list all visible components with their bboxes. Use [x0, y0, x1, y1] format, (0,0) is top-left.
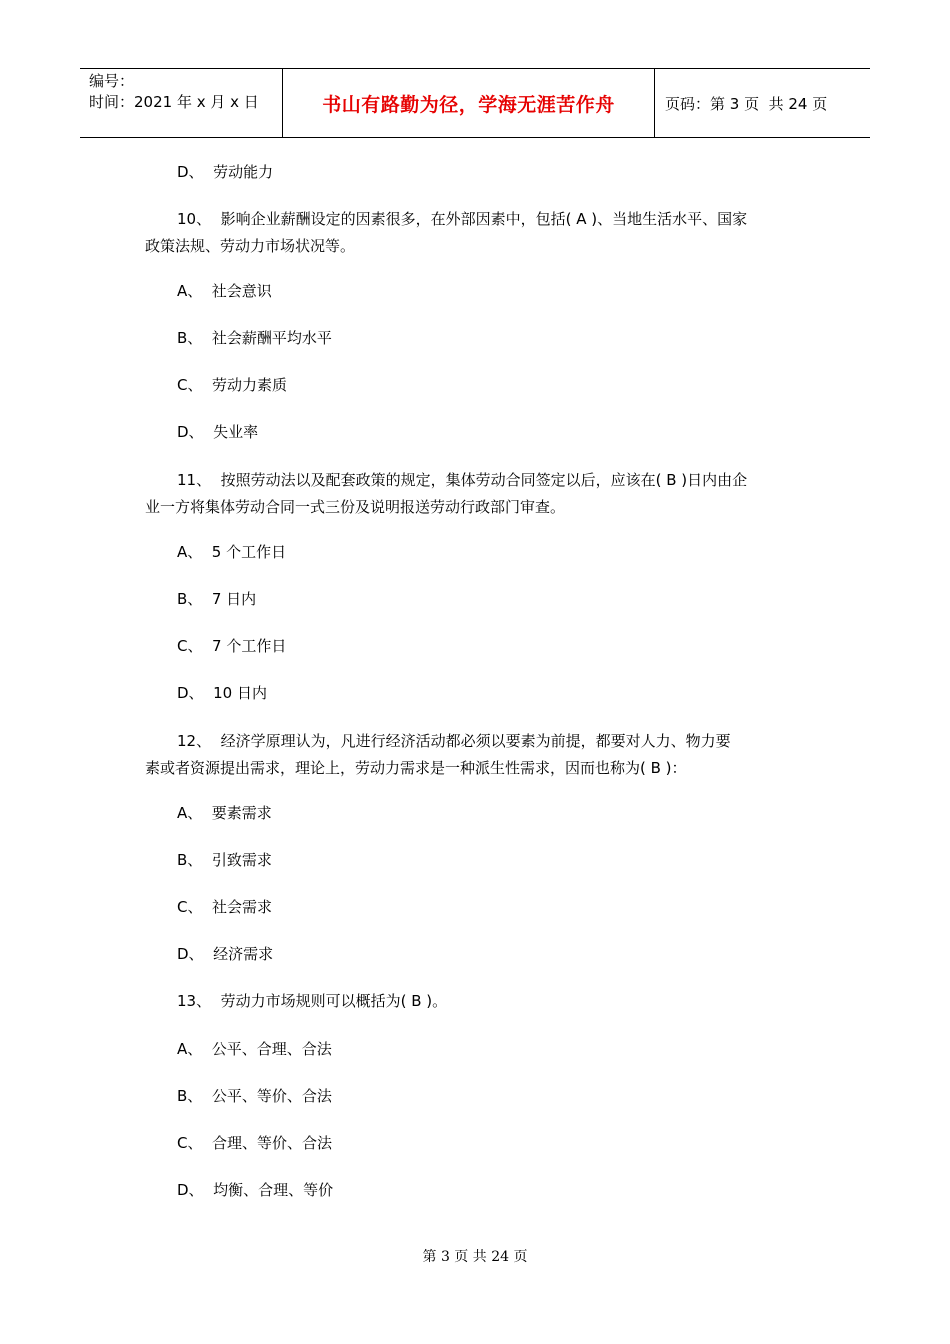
header-motto: 书山有路勤为径，学海无涯苦作舟 — [282, 69, 655, 137]
option-line: D、 10 日内 — [177, 684, 267, 702]
question-line: 11、 按照劳动法以及配套政策的规定，集体劳动合同签定以后，应该在( B )日内由企 — [177, 471, 748, 489]
option-line: B、 公平、等价、合法 — [177, 1087, 332, 1105]
option-line: C、 社会需求 — [177, 898, 273, 916]
option-line: C、 合理、等价、合法 — [177, 1134, 333, 1152]
option-line: D、 劳动能力 — [177, 163, 274, 181]
question-line-continued: 素或者资源提出需求，理论上，劳动力需求是一种派生性需求，因而也称为( B )： — [145, 759, 687, 777]
option-line: C、 劳动力素质 — [177, 376, 288, 394]
page-footer: 第 3 页 共 24 页 — [422, 1249, 528, 1265]
option-line: B、 引致需求 — [177, 851, 272, 869]
option-line: A、 公平、合理、合法 — [177, 1040, 332, 1058]
option-line: A、 社会意识 — [177, 282, 272, 300]
question-line-continued: 业一方将集体劳动合同一式三份及说明报送劳动行政部门审查。 — [145, 498, 566, 516]
option-line: A、 要素需求 — [177, 804, 272, 822]
header-page-info-text: 页码：第 3 页 共 24 页 — [665, 94, 828, 113]
option-line: B、 社会薪酬平均水平 — [177, 329, 332, 347]
document-number-label: 编号： — [89, 72, 135, 90]
option-line: C、 7 个工作日 — [177, 637, 287, 655]
question-line: 13、 劳动力市场规则可以概括为( B )。 — [177, 992, 448, 1010]
option-line: B、 7 日内 — [177, 590, 257, 608]
question-line-continued: 政策法规、劳动力市场状况等。 — [145, 237, 356, 255]
document-date: 时间：2021 年 x 月 x 日 — [89, 93, 259, 111]
option-line: D、 经济需求 — [177, 945, 274, 963]
option-line: D、 均衡、合理、等价 — [177, 1181, 334, 1199]
option-line: D、 失业率 — [177, 423, 259, 441]
question-line: 12、 经济学原理认为，凡进行经济活动都必须以要素为前提，都要对人力、物力要 — [177, 732, 731, 750]
question-line: 10、 影响企业薪酬设定的因素很多，在外部因素中，包括( A )、当地生活水平、国家 — [177, 210, 748, 228]
option-line: A、 5 个工作日 — [177, 543, 287, 561]
